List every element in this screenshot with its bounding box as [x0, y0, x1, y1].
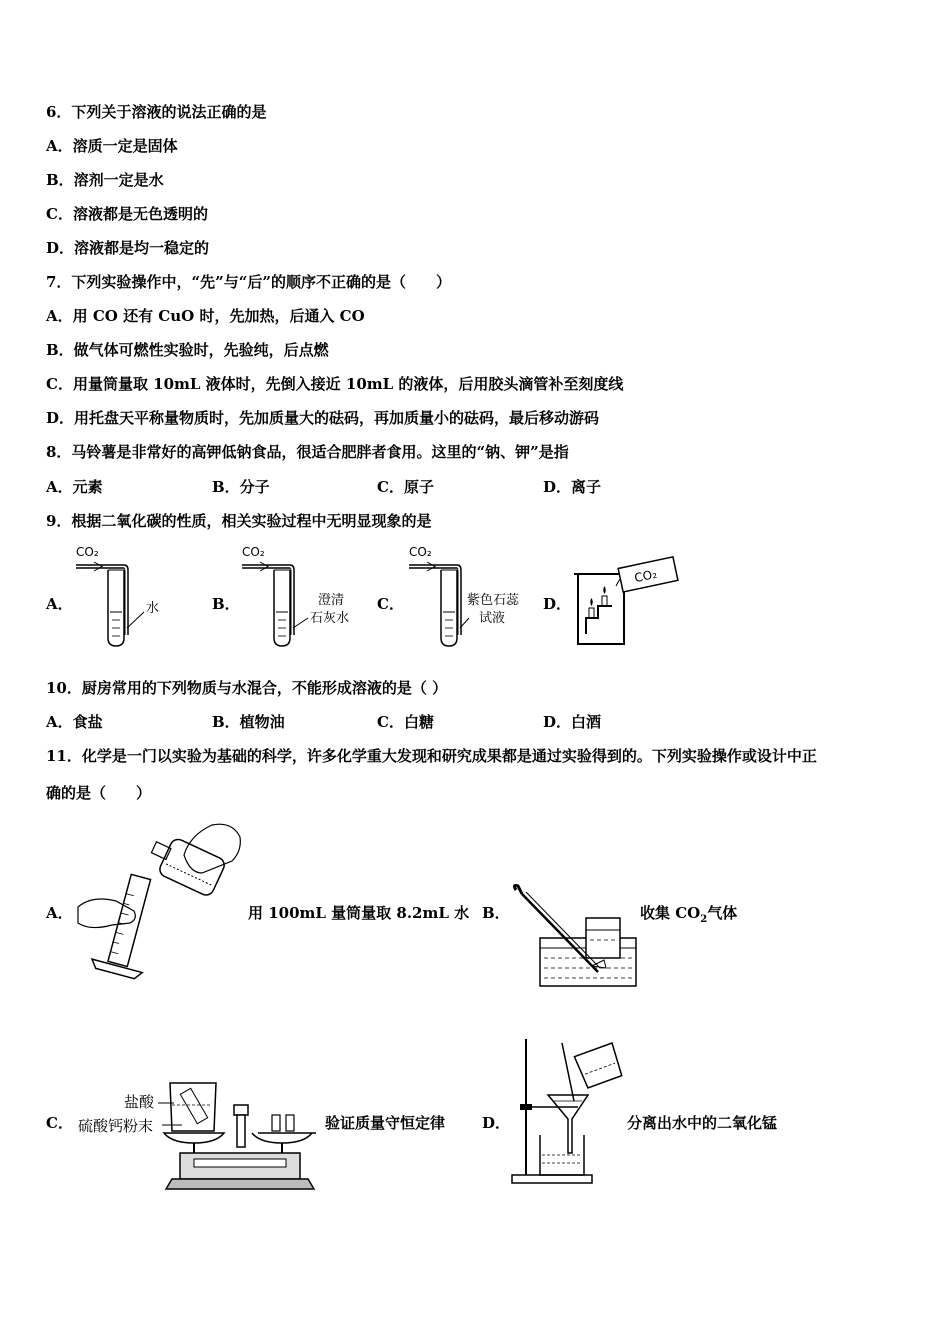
svg-text:试液: 试液 — [479, 611, 506, 626]
q6-option-a: A．溶质一定是固体 — [46, 137, 178, 155]
q9-stem: 9．根据二氧化碳的性质，相关实验过程中无明显现象的是 — [46, 512, 432, 530]
svg-text:CO₂: CO₂ — [242, 545, 265, 559]
q9-letter-b: B． — [212, 595, 240, 613]
q11-caption-c: 验证质量守恒定律 — [325, 1114, 446, 1132]
svg-text:盐酸: 盐酸 — [124, 1093, 155, 1111]
q11-figure-b — [508, 880, 640, 990]
test-tube-litmus-icon — [405, 540, 535, 650]
q8-option-b: B．分子 — [212, 478, 270, 496]
q9-figure-c — [405, 540, 535, 650]
svg-text:澄清: 澄清 — [318, 593, 345, 608]
q11-letter-d: D． — [482, 1114, 511, 1132]
q10-option-a: A．食盐 — [46, 713, 103, 731]
q11-caption-d: 分离出水中的二氧化锰 — [627, 1114, 778, 1132]
graduated-cylinder-pouring-icon — [72, 815, 247, 985]
q10-option-b: B．植物油 — [212, 713, 285, 731]
q7-option-d: D．用托盘天平称量物质时，先加质量大的砝码，再加质量小的砝码，最后移动游码 — [46, 409, 600, 427]
candle-beaker-icon — [568, 548, 688, 650]
q8-option-a: A．元素 — [46, 478, 103, 496]
q11-figure-c — [76, 1075, 316, 1200]
gas-collection-trough-icon — [508, 880, 640, 990]
q9-figure-d — [568, 548, 688, 650]
q11-stem-line2: 确的是（ ） — [46, 784, 152, 802]
svg-text:CO₂: CO₂ — [409, 545, 432, 559]
test-tube-limewater-icon — [238, 540, 368, 650]
q11-figure-a — [72, 815, 247, 985]
q6-option-d: D．溶液都是均一稳定的 — [46, 239, 210, 257]
q6-stem: 6．下列关于溶液的说法正确的是 — [46, 103, 267, 121]
q7-stem: 7．下列实验操作中，“先”与“后”的顺序不正确的是（ ） — [46, 273, 451, 291]
q7-option-b: B．做气体可燃性实验时，先验纯，后点燃 — [46, 341, 329, 359]
q11-stem-line1: 11．化学是一门以实验为基础的科学，许多化学重大发现和研究成果都是通过实验得到的。下列实验操作或设计中正 — [46, 747, 817, 765]
svg-text:硫酸钙粉末: 硫酸钙粉末 — [78, 1117, 154, 1135]
filtration-setup-icon — [508, 1035, 626, 1190]
q11-caption-a: 用 100mL 量筒量取 8.2mL 水 — [248, 904, 470, 922]
q9-figure-a — [72, 540, 182, 650]
q10-stem: 10．厨房常用的下列物质与水混合，不能形成溶液的是（ ） — [46, 679, 448, 697]
q11-caption-b — [640, 903, 737, 930]
svg-text:水: 水 — [146, 601, 160, 616]
q11-letter-a: A． — [46, 904, 73, 922]
q6-option-c: C．溶液都是无色透明的 — [46, 205, 208, 223]
q11-letter-b: B． — [482, 904, 510, 922]
svg-text:石灰水: 石灰水 — [310, 611, 350, 626]
q8-option-c: C．原子 — [377, 478, 434, 496]
q10-option-c: C．白糖 — [377, 713, 434, 731]
q9-letter-a: A． — [46, 595, 73, 613]
q6-option-b: B．溶剂一定是水 — [46, 171, 164, 189]
q8-option-d: D．离子 — [543, 478, 602, 496]
q11-letter-c: C． — [46, 1114, 73, 1132]
q7-option-a: A．用 CO 还有 CuO 时，先加热，后通入 CO — [46, 307, 365, 325]
q11-caption-b-sub: 2 — [700, 914, 708, 925]
q11-caption-b-post: 气体 — [707, 904, 738, 922]
q9-figure-b — [238, 540, 368, 650]
q9-letter-c: C． — [377, 595, 404, 613]
test-tube-water-icon — [72, 540, 182, 650]
balance-scale-icon — [76, 1075, 316, 1200]
q10-option-d: D．白酒 — [543, 713, 602, 731]
q7-option-c: C．用量筒量取 10mL 液体时，先倒入接近 10mL 的液体，后用胶头滴管补至刻度线 — [46, 375, 624, 393]
svg-text:CO₂: CO₂ — [76, 545, 99, 559]
svg-text:紫色石蕊: 紫色石蕊 — [467, 593, 520, 608]
q8-stem: 8．马铃薯是非常好的高钾低钠食品，很适合肥胖者食用。这里的“钠、钾”是指 — [46, 443, 569, 461]
q11-figure-d — [508, 1035, 626, 1190]
svg-text:CO₂: CO₂ — [633, 566, 659, 586]
q9-letter-d: D． — [543, 595, 572, 613]
q11-caption-b-pre: 收集 CO — [640, 904, 701, 922]
